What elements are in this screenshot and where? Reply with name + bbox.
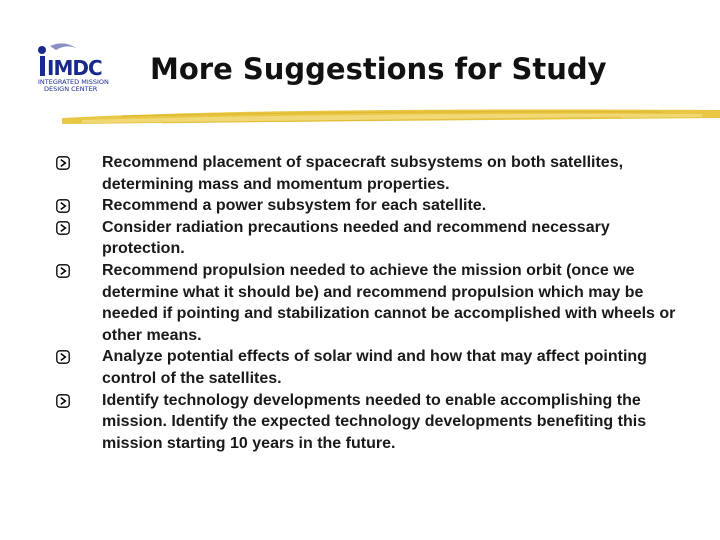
bullet-text: Consider radiation precautions needed and recommend necessary protection.	[102, 218, 610, 258]
logo-dot-icon	[38, 46, 46, 54]
list-item	[56, 217, 686, 260]
bullet-text: Recommend a power subsystem for each satellite.	[102, 197, 487, 215]
page-title: More Suggestions for Study	[150, 52, 607, 86]
bullet-text: Recommend placement of spacecraft subsystems on both satellites, determining mass and momentum properties.	[102, 154, 624, 193]
boxed-chevron-right-icon	[56, 394, 70, 408]
boxed-chevron-right-icon	[56, 264, 70, 278]
list-item	[56, 195, 686, 217]
boxed-chevron-right-icon	[56, 156, 70, 170]
logo-text: IMDC	[47, 56, 102, 80]
logo-subtitle-line1: INTEGRATED MISSION	[38, 78, 109, 86]
list-item	[56, 390, 686, 455]
bullet-text: Analyze potential effects of solar wind and how that may affect pointing control of the satellites.	[102, 348, 647, 387]
imdc-logo	[36, 42, 132, 94]
boxed-chevron-right-icon	[56, 350, 70, 364]
title-underline-brush	[62, 104, 720, 128]
bullet-list	[56, 152, 686, 454]
boxed-chevron-right-icon	[56, 221, 70, 235]
logo-swirl-icon	[50, 43, 76, 50]
list-item	[56, 346, 686, 389]
list-item	[56, 152, 686, 195]
bullet-text: Identify technology developments needed to enable accomplishing the mission. Identify the expected technology developments benefiting this mission starting 10 years in the future.	[102, 391, 647, 452]
boxed-chevron-right-icon	[56, 199, 70, 213]
logo-subtitle-line2: DESIGN CENTER	[44, 85, 98, 93]
bullet-text: Recommend propulsion needed to achieve the mission orbit (once we determine what it should be) and recommend propulsion which may be needed if pointing and stabilization cannot be accomplished with wheels or other means.	[102, 261, 676, 344]
list-item	[56, 260, 686, 346]
